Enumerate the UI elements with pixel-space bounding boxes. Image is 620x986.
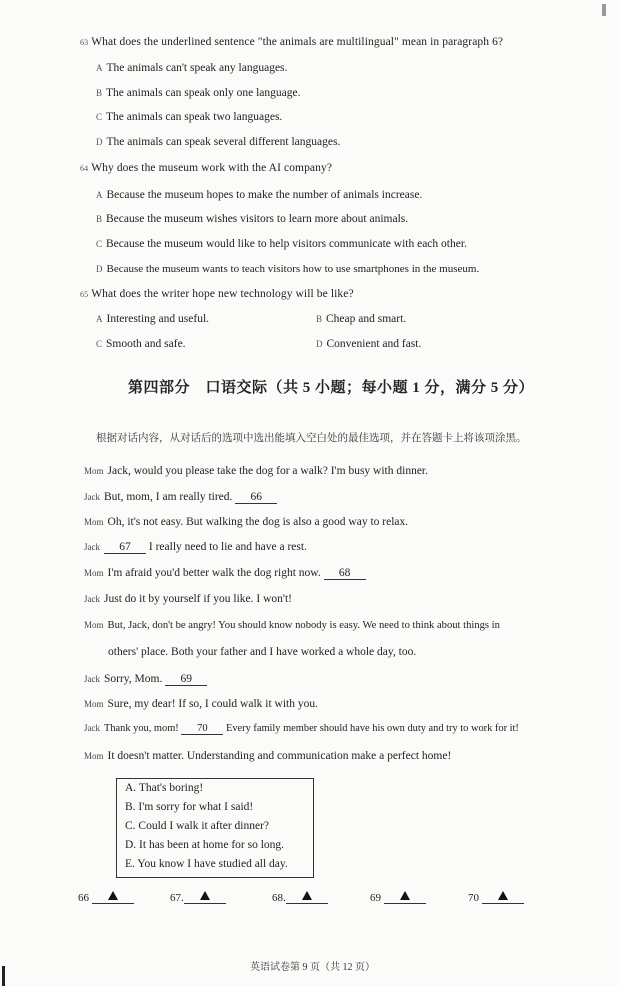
line-text: I really need to lie and have a rest.: [148, 541, 307, 553]
speaker: Jack: [84, 542, 100, 552]
section-title: 第四部分 口语交际（共 5 小题；每小题 1 分，满分 5 分）: [128, 380, 535, 396]
speaker: Mom: [84, 751, 104, 761]
dialogue-line: [84, 620, 500, 631]
line-text: Jack, would you please take the dog for a walk? I'm busy with dinner.: [107, 465, 428, 477]
answer-slot-70: [468, 892, 524, 905]
dialogue-line: [108, 646, 416, 658]
question-number: 65: [80, 290, 89, 299]
line-text: Thank you, mom!: [104, 723, 179, 734]
dialogue-line: [84, 698, 318, 710]
triangle-icon: [400, 891, 410, 900]
option-text: Because the museum wishes visitors to learn more about animals.: [106, 213, 409, 225]
option: [96, 62, 287, 74]
question-text: What does the writer hope new technology will be like?: [91, 288, 354, 300]
line-text: Every family member should have his own duty and try to work for it!: [225, 723, 519, 734]
option-letter: A: [96, 190, 103, 200]
line-text: But, mom, I am really tired.: [104, 491, 233, 503]
choice-item: B. I'm sorry for what I said!: [125, 801, 254, 813]
question-number: 63: [80, 38, 89, 47]
option-letter: C: [96, 339, 103, 349]
option-text: The animals can't speak any languages.: [106, 62, 288, 74]
choice-item: C. Could I walk it after dinner?: [125, 820, 270, 832]
line-text: Sure, my dear! If so, I could walk it with you.: [107, 698, 318, 710]
choice-item: E. You know I have studied all day.: [125, 858, 288, 870]
scan-edge: [602, 4, 606, 16]
triangle-icon: [200, 891, 210, 900]
blank-66: 66: [235, 491, 277, 504]
option: [96, 338, 186, 350]
option: [96, 238, 467, 250]
option: [316, 313, 406, 325]
scan-edge: [2, 966, 5, 986]
answer-label: 67.: [170, 892, 184, 904]
option: [96, 263, 479, 275]
option-letter: D: [96, 264, 103, 274]
answer-slot-69: [370, 892, 426, 905]
dialogue-line: [84, 673, 207, 686]
question-number: 64: [80, 164, 89, 173]
question-65: [80, 288, 354, 300]
option-letter: C: [96, 239, 103, 249]
question-text: What does the underlined sentence "the animals are multilingual" mean in paragraph 6?: [91, 36, 504, 48]
option: [96, 189, 422, 201]
triangle-icon: [498, 891, 508, 900]
line-text: Just do it by yourself if you like. I won't!: [104, 593, 292, 605]
option-text: Because the museum would like to help visitors communicate with each other.: [106, 238, 467, 250]
choice-box: [116, 778, 314, 878]
question-64: [80, 162, 332, 174]
option-text: Because the museum hopes to make the number of animals increase.: [106, 189, 423, 201]
speaker: Jack: [84, 674, 100, 684]
speaker: Jack: [84, 723, 100, 733]
option-letter: B: [316, 314, 323, 324]
line-text: It doesn't matter. Understanding and communication make a perfect home!: [107, 750, 452, 762]
blank-70: 70: [181, 723, 223, 735]
triangle-icon: [108, 891, 118, 900]
option: [96, 136, 340, 148]
choice-item: D. It has been at home for so long.: [125, 839, 285, 851]
answer-slot-67: [170, 892, 226, 905]
dialogue-line: [84, 750, 451, 762]
dialogue-line: [84, 491, 277, 504]
triangle-icon: [302, 891, 312, 900]
speaker: Mom: [84, 699, 104, 709]
answer-label: 66: [78, 892, 89, 904]
option-letter: D: [316, 339, 323, 349]
dialogue-line: [84, 567, 366, 580]
option-text: Convenient and fast.: [326, 338, 422, 350]
line-text: Sorry, Mom.: [104, 673, 163, 685]
page-footer: 英语试卷第 9 页（共 12 页）: [250, 962, 375, 973]
option-letter: A: [96, 63, 103, 73]
answer-slot-66: [78, 892, 134, 905]
option-text: Cheap and smart.: [326, 313, 407, 325]
option-letter: C: [96, 112, 103, 122]
option-text: Interesting and useful.: [106, 313, 210, 325]
option-letter: D: [96, 137, 103, 147]
dialogue-line: [84, 593, 292, 605]
option: [96, 213, 408, 225]
dialogue-line: [84, 516, 408, 528]
speaker: Mom: [84, 620, 104, 630]
line-text: Oh, it's not easy. But walking the dog is also a good way to relax.: [107, 516, 409, 528]
line-text: I'm afraid you'd better walk the dog right now.: [107, 567, 321, 579]
option-text: The animals can speak only one language.: [106, 87, 301, 99]
option: [96, 111, 282, 123]
dialogue-line: [84, 723, 519, 735]
section-instruction: 根据对话内容，从对话后的选项中选出能填入空白处的最佳选项，并在答题卡上将该项涂黑。: [96, 433, 527, 444]
blank-67: 67: [104, 541, 146, 554]
answer-label: 69: [370, 892, 381, 904]
speaker: Mom: [84, 517, 104, 527]
option-text: Because the museum wants to teach visitors how to use smartphones in the museum.: [106, 263, 480, 275]
line-text: others' place. Both your father and I have worked a whole day, too.: [108, 646, 417, 658]
dialogue-line: [84, 465, 428, 477]
option: [96, 313, 209, 325]
speaker: Mom: [84, 568, 104, 578]
option: [96, 87, 301, 99]
choice-item: A. That's boring!: [125, 782, 204, 794]
option-letter: A: [96, 314, 103, 324]
answer-label: 70: [468, 892, 479, 904]
option-text: Smooth and safe.: [106, 338, 186, 350]
answer-slot-68: [272, 892, 328, 905]
option-letter: B: [96, 88, 103, 98]
blank-68: 68: [324, 567, 366, 580]
line-text: But, Jack, don't be angry! You should know nobody is easy. We need to think about things in: [107, 620, 500, 631]
option: [316, 338, 421, 350]
option-text: The animals can speak two languages.: [106, 111, 283, 123]
option-letter: B: [96, 214, 103, 224]
question-text: Why does the museum work with the AI company?: [91, 162, 333, 174]
dialogue-line: [84, 541, 307, 554]
answer-label: 68.: [272, 892, 286, 904]
question-63: [80, 36, 503, 48]
speaker: Jack: [84, 594, 100, 604]
blank-69: 69: [165, 673, 207, 686]
speaker: Mom: [84, 466, 104, 476]
speaker: Jack: [84, 492, 100, 502]
option-text: The animals can speak several different languages.: [106, 136, 341, 148]
